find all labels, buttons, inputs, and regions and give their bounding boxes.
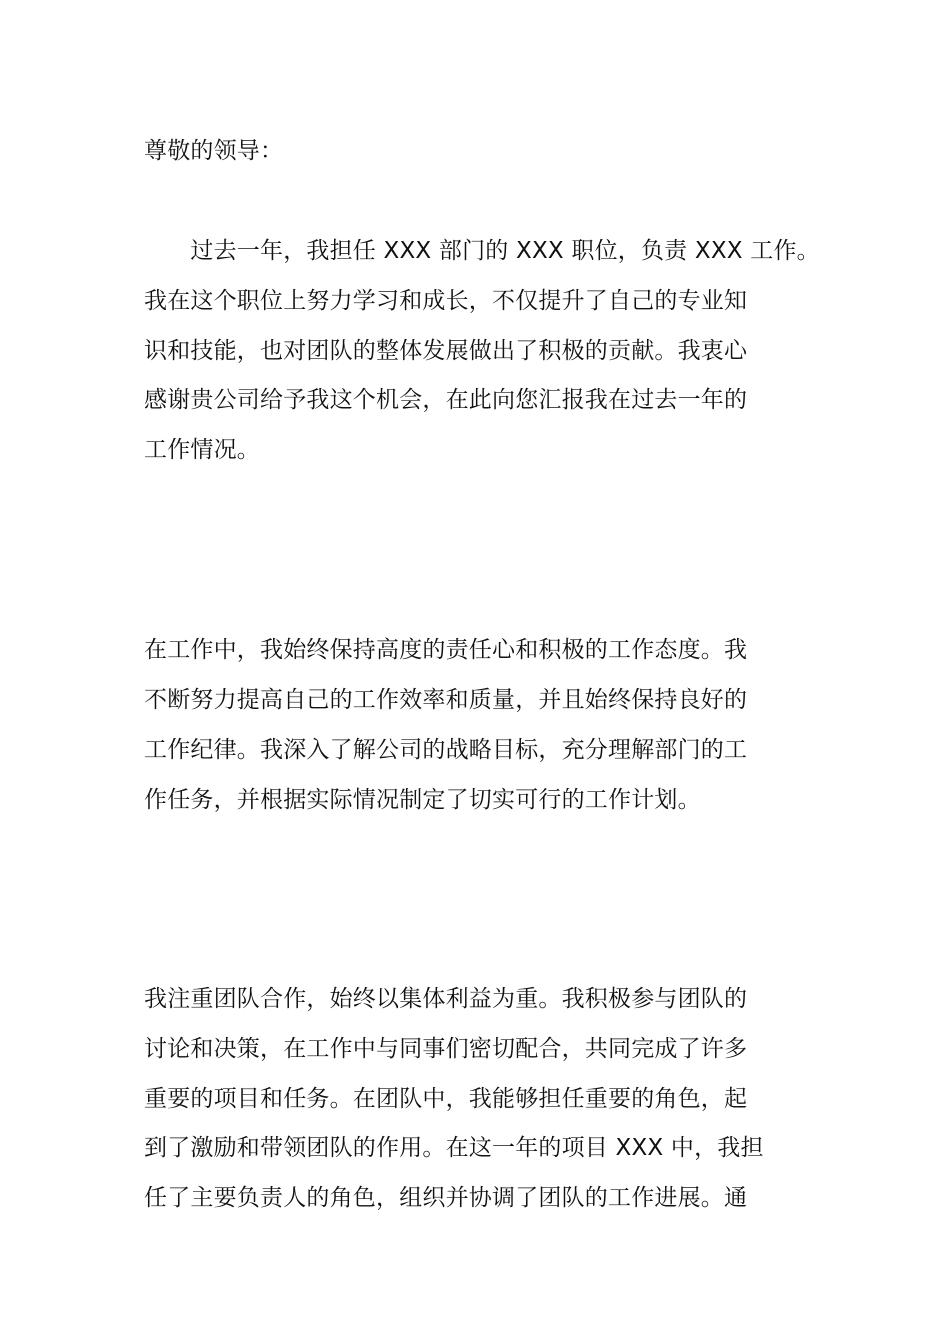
paragraph-line: 工作情况。 (144, 437, 260, 463)
paragraph-line: 在工作中，我始终保持高度的责任心和积极的工作态度。我 (144, 637, 748, 663)
paragraph-line: 重要的项目和任务。在团队中，我能够担任重要的角色，起 (144, 1086, 748, 1112)
paragraph-line: 感谢贵公司给予我这个机会，在此向您汇报我在过去一年的 (144, 387, 748, 413)
paragraph-line: 不断努力提高自己的工作效率和质量，并且始终保持良好的 (144, 687, 748, 713)
paragraph-line: 到了激励和带领团队的作用。在这一年的项目 XXX 中，我担 (144, 1135, 764, 1161)
paragraph-line: 工作纪律。我深入了解公司的战略目标，充分理解部门的工 (144, 737, 748, 763)
salutation: 尊敬的领导： (144, 138, 284, 164)
paragraph-line: 我注重团队合作，始终以集体利益为重。我积极参与团队的 (144, 986, 748, 1012)
paragraph-line: 我在这个职位上努力学习和成长，不仅提升了自己的专业知 (144, 288, 748, 314)
paragraph-line: 过去一年，我担任 XXX 部门的 XXX 职位，负责 XXX 工作。 (144, 238, 820, 264)
paragraph-line: 任了主要负责人的角色，组织并协调了团队的工作进展。通 (144, 1185, 748, 1211)
paragraph-line: 作任务，并根据实际情况制定了切实可行的工作计划。 (144, 787, 701, 813)
paragraph-line: 讨论和决策，在工作中与同事们密切配合，共同完成了许多 (144, 1036, 748, 1062)
paragraph-line: 识和技能，也对团队的整体发展做出了积极的贡献。我衷心 (144, 338, 748, 364)
